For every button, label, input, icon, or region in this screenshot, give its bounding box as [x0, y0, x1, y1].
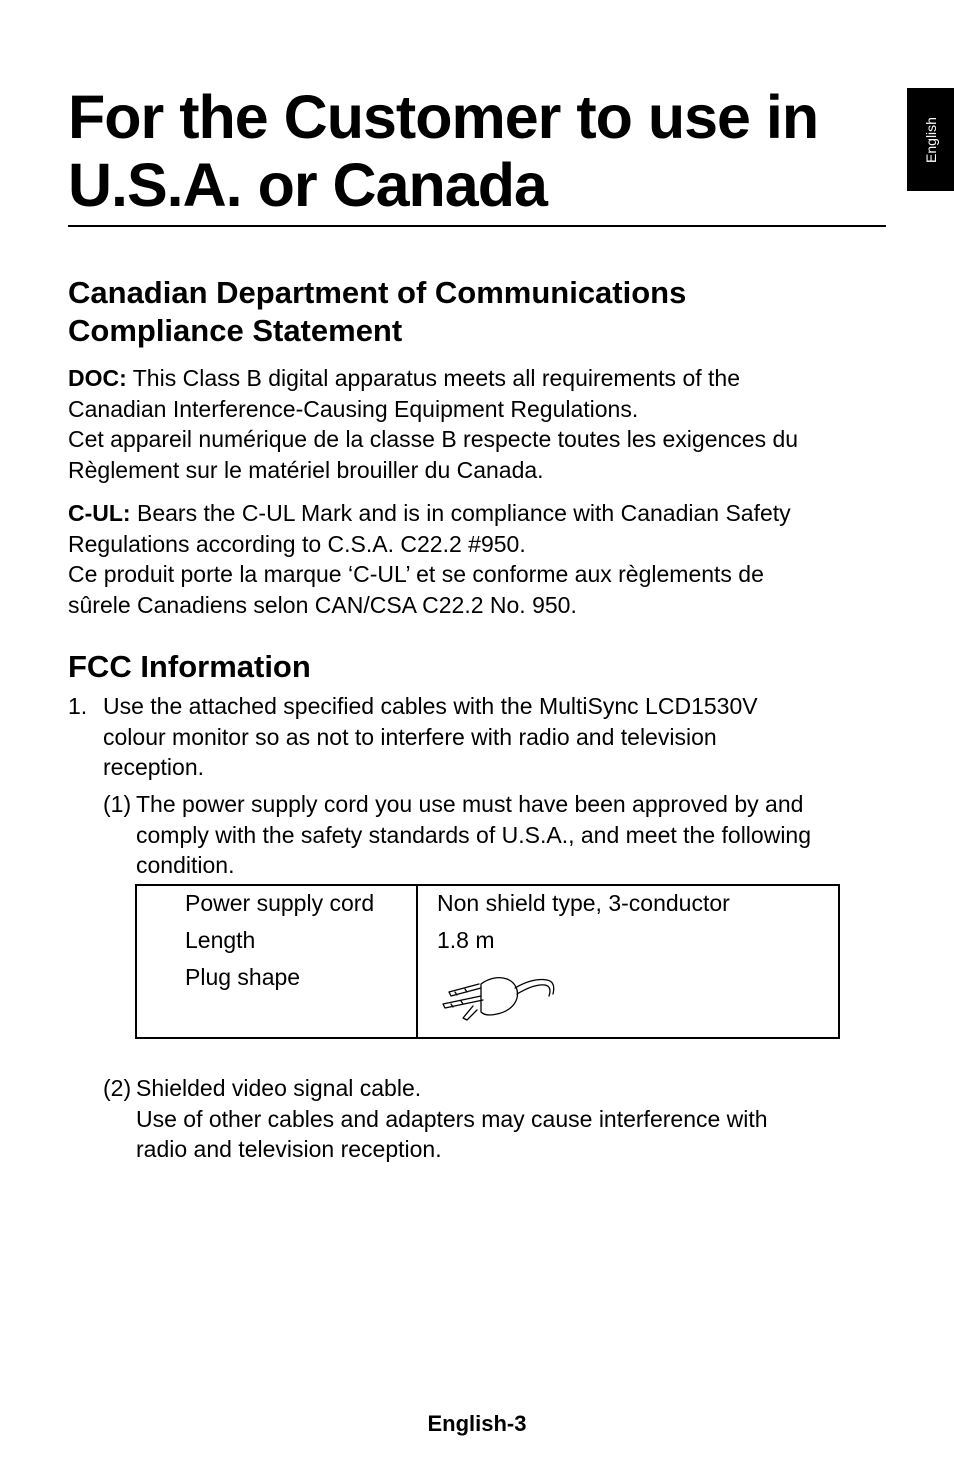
fcc-sub-1-number: (1) — [103, 791, 132, 817]
cul-line-4: sûrele Canadiens selon CAN/CSA C22.2 No. 950. — [68, 591, 577, 618]
doc-line-1 — [68, 363, 898, 394]
power-cord-spec-table — [135, 884, 840, 1039]
fcc-item-1-line-3: reception. — [103, 754, 205, 780]
fcc-sub-2-line-2: Use of other cables and adapters may cause interference with — [136, 1105, 768, 1132]
doc-line-4: Règlement sur le matériel brouiller du Canada. — [68, 456, 544, 483]
language-tab-label: English — [922, 116, 939, 163]
spec-label-length: Length — [185, 927, 256, 953]
fcc-sub-2-text — [136, 1073, 768, 1165]
fcc-sub-1-line-2: comply with the safety standards of U.S.A., and meet the following — [136, 821, 812, 848]
doc-line-3: Cet appareil numérique de la classe B respecte toutes les exigences du — [68, 426, 799, 452]
fcc-sub-1-text — [136, 789, 811, 881]
fcc-sub-1-line-1: The power supply cord you use must have been approved by and — [136, 791, 804, 817]
cul-line-1-text: Bears the C-UL Mark and is in compliance with Canadian Safety — [130, 500, 791, 526]
doc-label: DOC: — [68, 365, 127, 391]
cul-statement — [68, 498, 898, 620]
fcc-sub-2-number: (2) — [103, 1075, 132, 1101]
spec-value-length: 1.8 m — [437, 927, 495, 953]
page-title — [68, 83, 886, 219]
spec-label-plug-shape: Plug shape — [185, 964, 301, 990]
fcc-sub-1-line-3: condition. — [136, 852, 235, 878]
fcc-heading: FCC Information — [68, 649, 311, 684]
cul-line-3: Ce produit porte la marque ‘C-UL’ et se conforme aux règlements de — [68, 561, 764, 587]
spec-label-power-supply-cord: Power supply cord — [185, 890, 375, 916]
page-title-line-2: U.S.A. or Canada — [68, 151, 547, 219]
fcc-sub-2-line-3: radio and television reception. — [136, 1136, 442, 1162]
canadian-heading-line-2: Compliance Statement — [68, 313, 403, 348]
spec-table-column-divider — [416, 886, 418, 1037]
title-divider — [68, 225, 886, 227]
page-number: English-3 — [427, 1411, 527, 1436]
fcc-item-1-line-1: Use the attached specified cables with the MultiSync LCD1530V — [103, 693, 758, 719]
three-prong-plug-icon — [437, 970, 561, 1026]
canadian-compliance-heading — [68, 274, 686, 350]
fcc-item-1-text — [103, 691, 758, 783]
fcc-item-1-number: 1. — [68, 693, 88, 719]
fcc-item-1-line-2: colour monitor so as not to interfere with radio and television — [103, 723, 717, 750]
page-title-line-1: For the Customer to use in — [68, 83, 819, 151]
doc-statement — [68, 363, 898, 485]
cul-label: C-UL: — [68, 500, 131, 526]
language-tab — [907, 88, 954, 191]
fcc-sub-2-line-1: Shielded video signal cable. — [136, 1075, 422, 1101]
cul-line-2: Regulations according to C.S.A. C22.2 #950. — [68, 530, 526, 557]
doc-line-1-text: This Class B digital apparatus meets all requirements of the — [126, 365, 740, 391]
doc-line-2: Canadian Interference-Causing Equipment Regulations. — [68, 395, 639, 422]
cul-line-1 — [68, 498, 898, 529]
canadian-heading-line-1: Canadian Department of Communications — [68, 275, 687, 310]
spec-value-power-supply-cord: Non shield type, 3-conductor — [437, 890, 730, 916]
